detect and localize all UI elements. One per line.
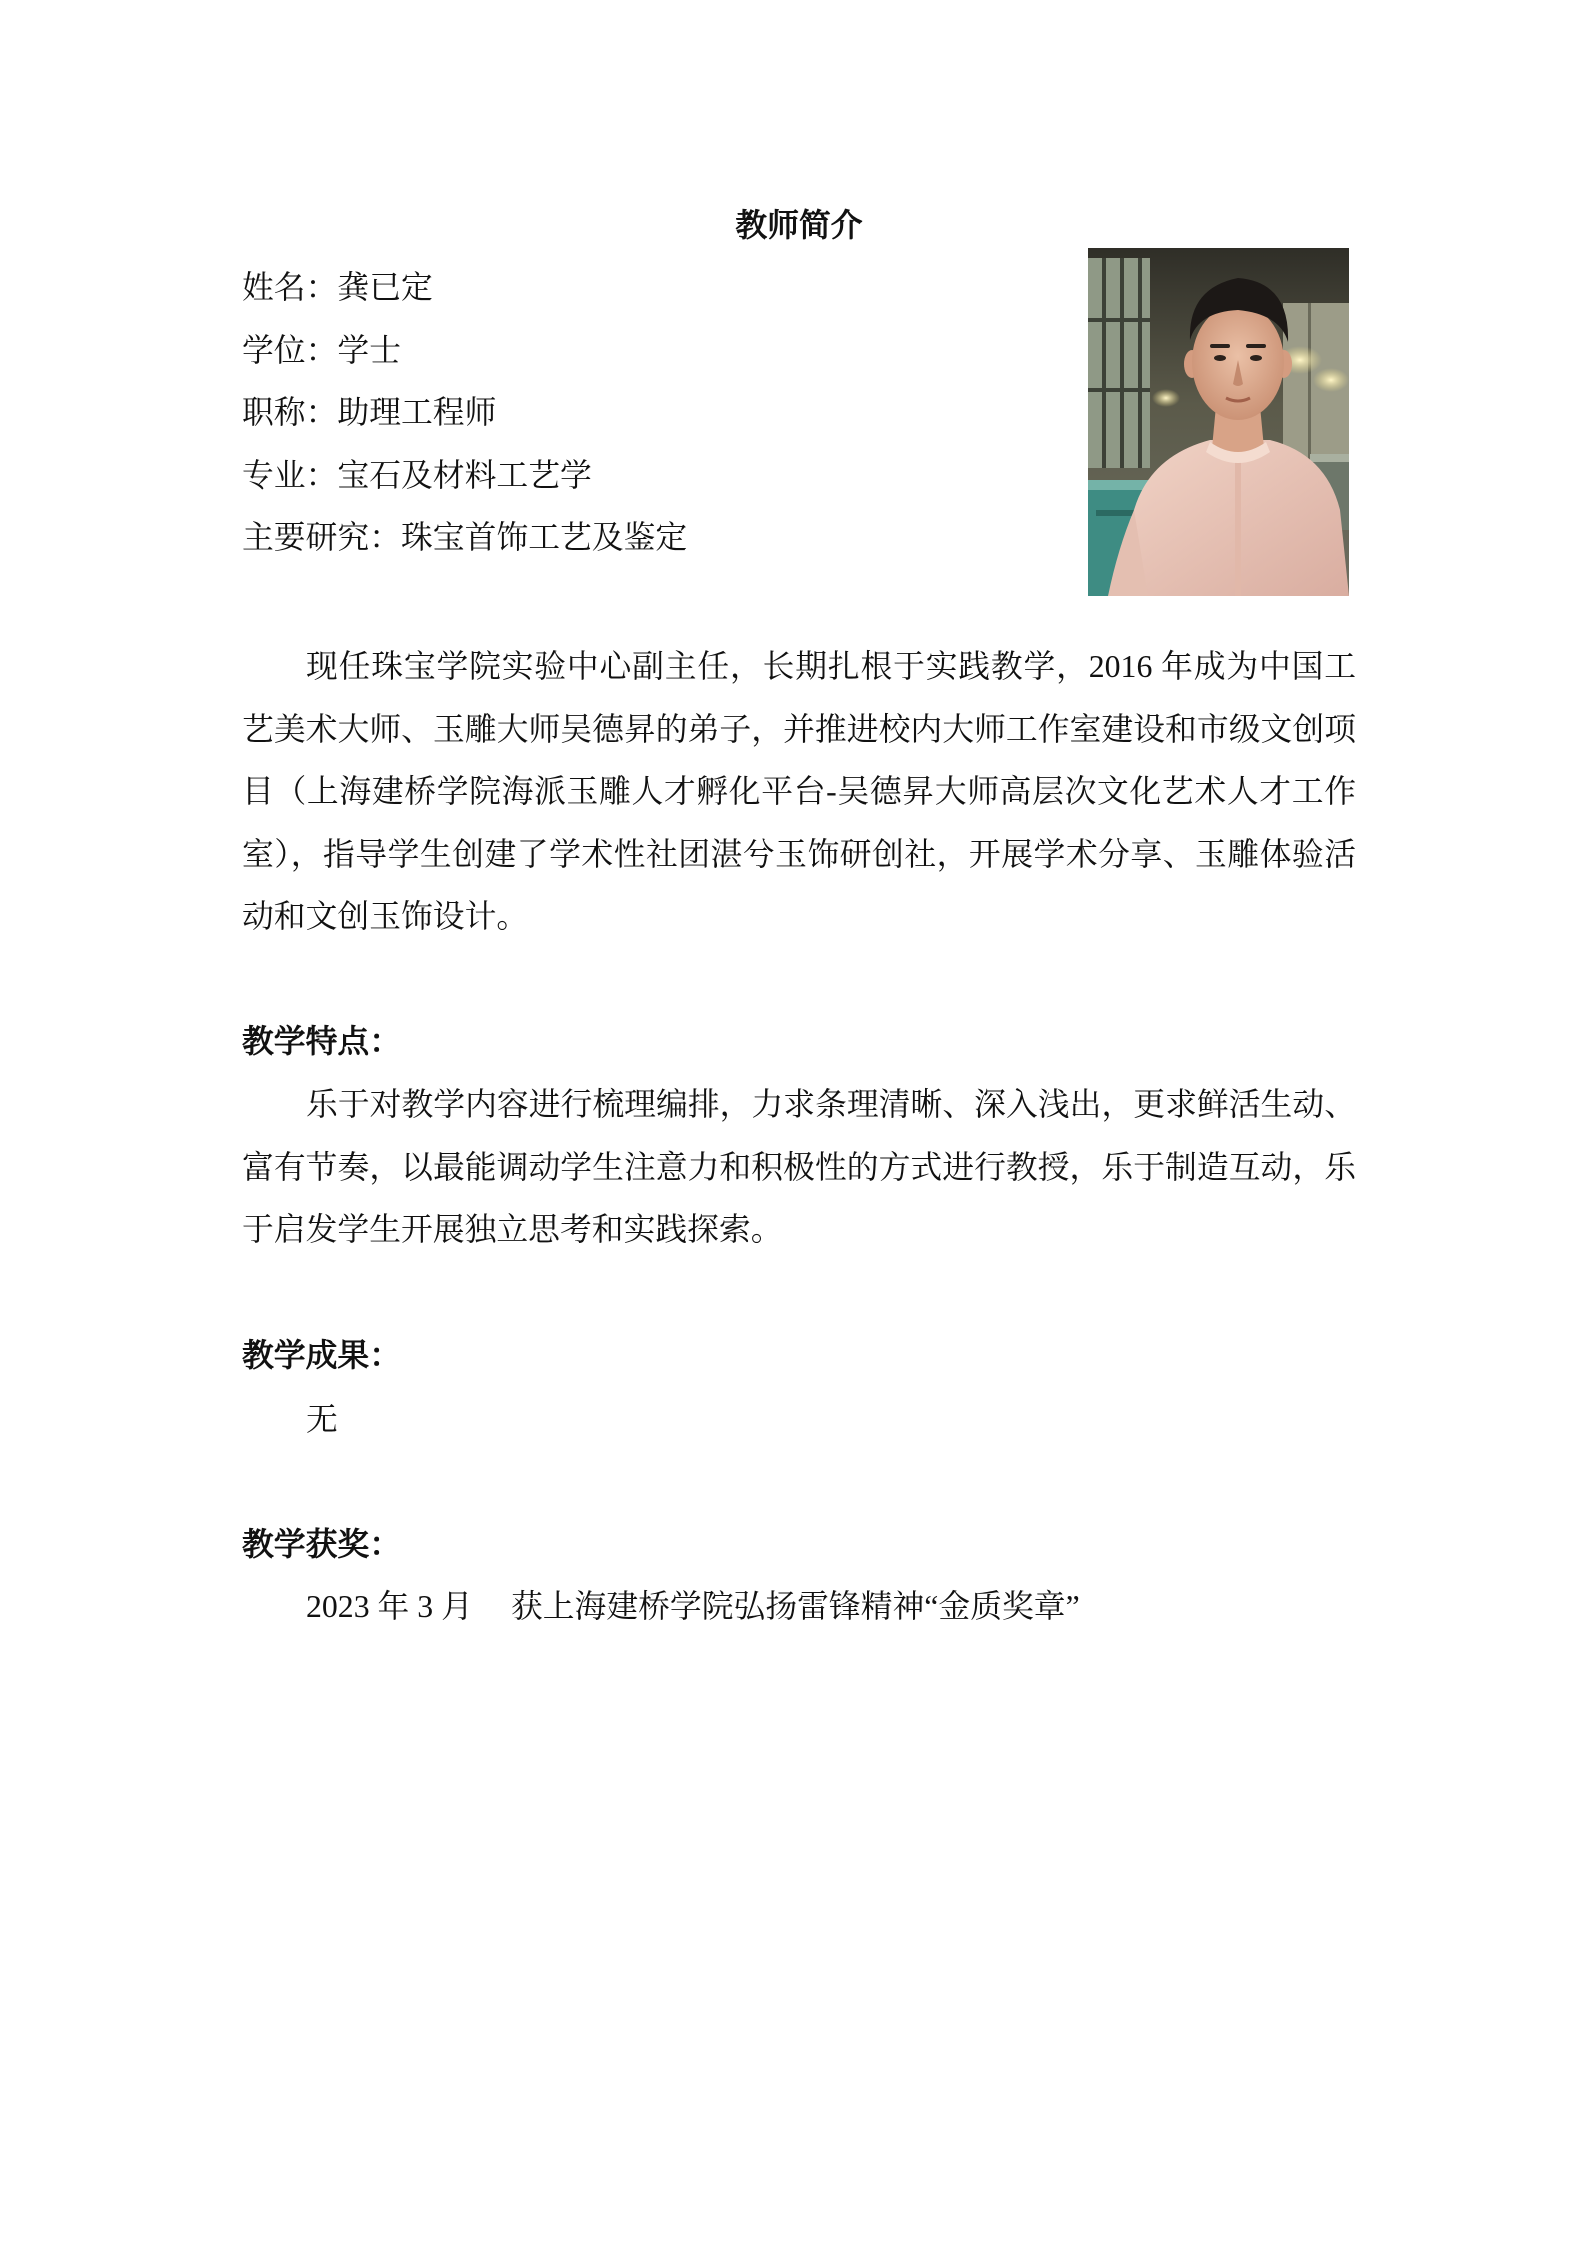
field-value: 珠宝首饰工艺及鉴定 [401, 520, 688, 556]
features-line: 乐于对教学内容进行梳理编排，力求条理清晰、深入浅出，更求鲜活生动、 [306, 1087, 1356, 1122]
teaching-results-text: 无 [306, 1402, 338, 1437]
field-value: 助理工程师 [337, 395, 497, 431]
teaching-features-heading: 教学特点： [242, 1024, 401, 1059]
intro-line: 现任珠宝学院实验中心副主任，长期扎根于实践教学，2016 年成为中国工 [306, 649, 1356, 684]
intro-line: 目（上海建桥学院海派玉雕人才孵化平台-吴德昇大师高层次文化艺术人才工作 [242, 774, 1356, 810]
teaching-awards-heading: 教学获奖： [242, 1527, 401, 1562]
field-label: 姓名： [242, 270, 338, 305]
award-entry [242, 1576, 1356, 1639]
award-text: 获上海建桥学院弘扬雷锋精神“金质奖章” [510, 1589, 1080, 1624]
intro-line: 室），指导学生创建了学术性社团湛兮玉饰研创社，开展学术分享、玉雕体验活 [242, 836, 1356, 872]
field-label: 职称： [242, 395, 338, 431]
page-title: 教师简介 [735, 208, 863, 243]
features-line: 富有节奏，以最能调动学生注意力和积极性的方式进行教授，乐于制造互动，乐 [242, 1149, 1356, 1185]
field-label: 专业： [242, 457, 338, 493]
teaching-results-heading: 教学成果： [242, 1338, 401, 1373]
field-value: 龚已定 [337, 270, 433, 305]
field-label: 主要研究： [242, 520, 401, 556]
field-value: 学士 [337, 332, 402, 368]
intro-paragraph [242, 636, 1356, 949]
award-date: 2023 年 3 月 [306, 1589, 473, 1624]
intro-line: 动和文创玉饰设计。 [242, 899, 529, 935]
features-line: 于启发学生开展独立思考和实践探索。 [242, 1212, 783, 1248]
portrait-image [1088, 248, 1349, 596]
teaching-features-paragraph [242, 1074, 1356, 1262]
field-label: 学位： [242, 332, 338, 368]
intro-line: 艺美术大师、玉雕大师吴德昇的弟子，并推进校内大师工作室建设和市级文创项 [242, 711, 1356, 747]
field-value: 宝石及材料工艺学 [337, 457, 592, 493]
portrait-photo [1088, 248, 1349, 596]
